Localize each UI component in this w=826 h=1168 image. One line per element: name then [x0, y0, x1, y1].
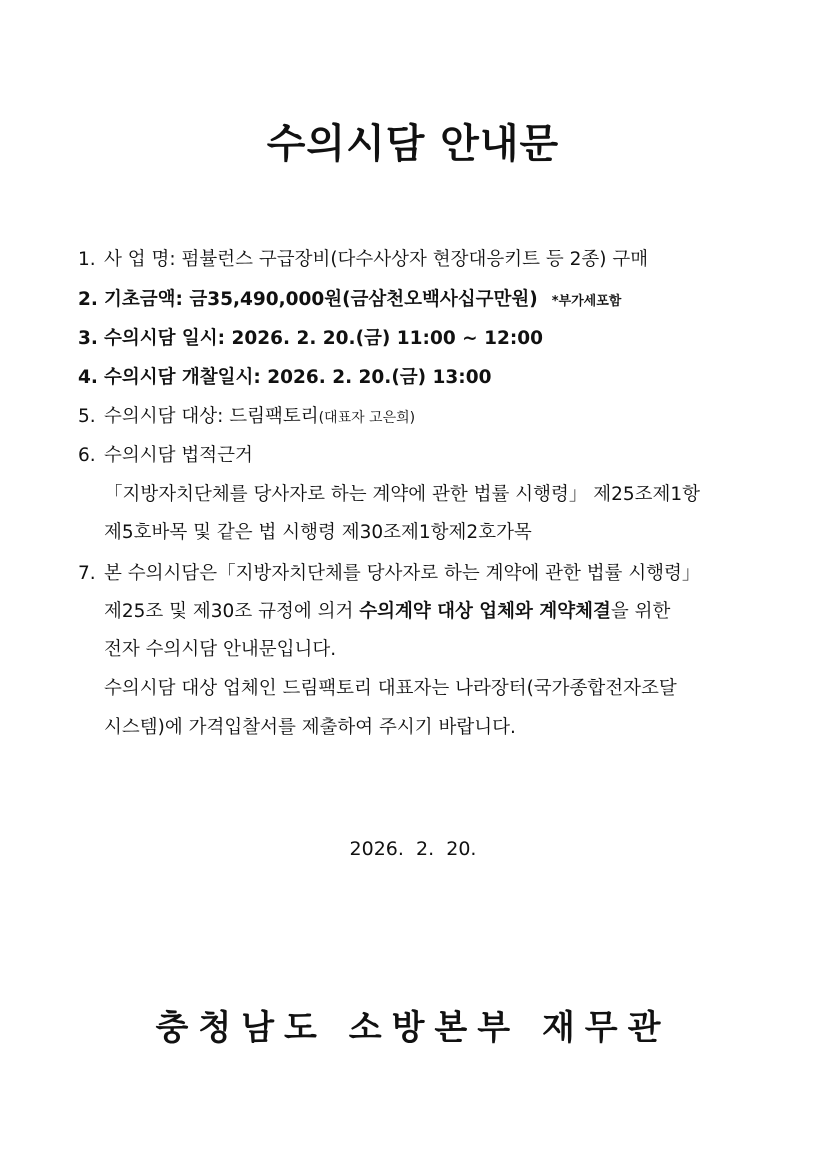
- item-3-label: 수의시담 일시: [104, 328, 218, 349]
- item-2-number: 2.: [78, 289, 98, 310]
- item-6-text: 수의시담 법적근거: [104, 445, 253, 466]
- item-5-text: 수의시담 대상: 드림팩토리: [104, 406, 319, 427]
- item-7-line-1: 본 수의시담은「지방자치단체를 당사자로 하는 계약에 관한 법률 시행령」: [104, 563, 701, 584]
- item-6-legal-basis-line-1: 「지방자치단체를 당사자로 하는 계약에 관한 법률 시행령」 제25조제1항: [104, 484, 700, 505]
- item-1-number: 1.: [78, 249, 96, 270]
- item-4: [78, 366, 491, 390]
- item-6: [78, 444, 253, 468]
- item-1: [78, 248, 648, 272]
- item-7-line-2-start: 제25조 및 제30조 규정에 의거: [104, 601, 360, 622]
- item-7-line-2-end: 을 위한: [610, 601, 671, 622]
- document-title: 수의시담 안내문: [266, 121, 560, 167]
- item-5-representative: (대표자 고은희): [318, 410, 416, 426]
- item-4-number: 4.: [78, 367, 98, 388]
- item-5: [78, 405, 415, 430]
- item-4-label: 수의시담 개찰일시: [104, 367, 254, 388]
- item-6-number: 6.: [78, 445, 96, 466]
- item-7-line-4: 수의시담 대상 업체인 드림팩토리 대표자는 나라장터(국가종합전자조달: [104, 678, 677, 699]
- item-5-number: 5.: [78, 406, 96, 427]
- item-3-number: 3.: [78, 328, 98, 349]
- issuing-organization: 충청남도 소방본부 재무관: [155, 1008, 671, 1048]
- item-7-number: 7.: [78, 563, 96, 584]
- document-date: 2026. 2. 20.: [349, 838, 477, 860]
- item-7-line-3: 전자 수의시담 안내문입니다.: [104, 639, 337, 660]
- item-2: [78, 288, 621, 314]
- item-1-text: 사 업 명: 펌뷸런스 구급장비(다수사상자 현장대응키트 등 2종) 구매: [104, 249, 649, 270]
- item-7: [78, 562, 700, 586]
- item-4-datetime: : 2026. 2. 20.(금) 13:00: [253, 367, 492, 388]
- item-2-amount: 금35,490,000원(금삼천오백사십구만원): [189, 289, 538, 310]
- item-3-datetime: : 2026. 2. 20.(금) 11:00 ~ 12:00: [217, 328, 543, 349]
- item-7-line-2-emphasis: 수의계약 대상 업체와 계약체결: [359, 601, 611, 622]
- item-7-line-2: [104, 600, 670, 624]
- item-7-line-5: 시스템)에 가격입찰서를 제출하여 주시기 바랍니다.: [104, 717, 516, 738]
- item-2-vat-note: *부가세포함: [551, 294, 622, 309]
- item-2-label: 기초금액:: [104, 289, 190, 310]
- item-3: [78, 327, 543, 351]
- item-6-legal-basis-line-2: 제5호바목 및 같은 법 시행령 제30조제1항제2호가목: [104, 522, 532, 543]
